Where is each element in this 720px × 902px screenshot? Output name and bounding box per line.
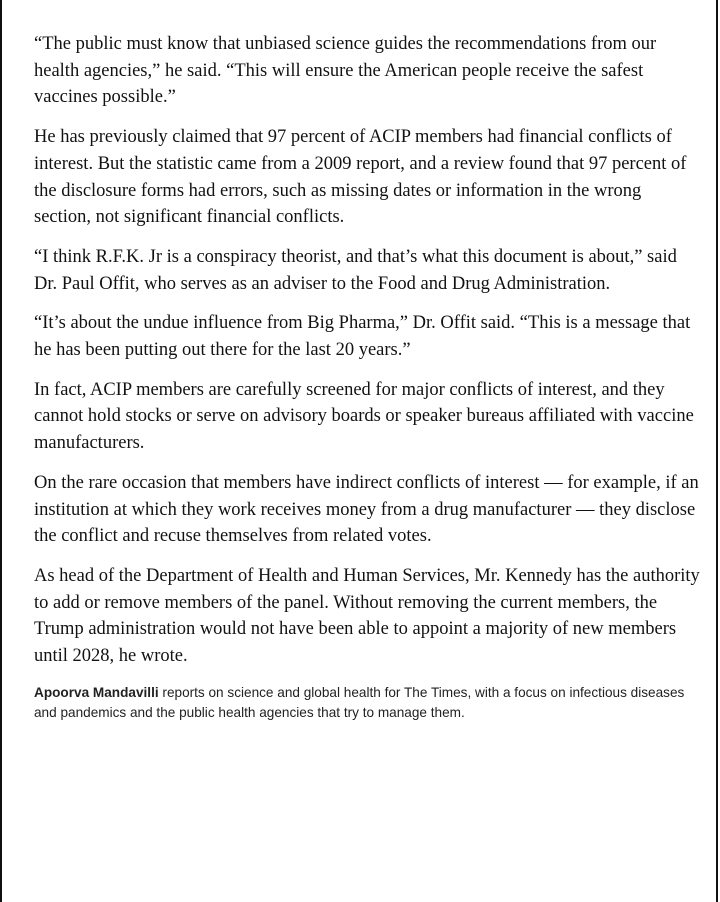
paragraph-hhs-authority: As head of the Department of Health and Human Services, Mr. Kennedy has the authority to add or remove members of the panel. Without removing the current members, the Trump administration would not have been able to appoint a majority of new members until 2028, he wrote. — [34, 565, 700, 667]
article-body — [34, 31, 702, 723]
paragraph-big-pharma-quote: “It’s about the undue influence from Big Pharma,” Dr. Offit said. “This is a message that he has been putting out there for the last 20 years.” — [34, 313, 691, 361]
author-bio-text: reports on science and global health for The Times, with a focus on infectious diseases and pandemics and the public health agencies that try to manage them. — [34, 684, 685, 720]
paragraph-offit-quote: “I think R.F.K. Jr is a conspiracy theorist, and that’s what this document is about,” said Dr. Paul Offit, who serves as an adviser to the Food and Drug Administration. — [34, 246, 677, 294]
paragraph-financial-conflicts-claim: He has previously claimed that 97 percent of ACIP members had financial conflicts of interest. But the statistic came from a 2009 report, and a review found that 97 percent of the disclosure forms had errors, such as missing dates or information in the wrong section, not significant financial conflicts. — [34, 127, 687, 228]
author-name[interactable]: Apoorva Mandavilli — [34, 684, 159, 700]
author-bio — [34, 683, 702, 723]
paragraph-indirect-conflicts: On the rare occasion that members have indirect conflicts of interest — for example, if an institution at which they work receives money from a drug manufacturer — they disclose the conflict and recuse themselves from related votes. — [34, 472, 699, 547]
paragraph-quote-unbiased-science: “The public must know that unbiased science guides the recommendations from our health agencies,” he said. “This will ensure the American people receive the safest vaccines possible.” — [34, 34, 657, 108]
paragraph-acip-screening: In fact, ACIP members are carefully screened for major conflicts of interest, and they cannot hold stocks or serve on advisory boards or speaker bureaus affiliated with vaccine manufacturers. — [34, 379, 694, 454]
